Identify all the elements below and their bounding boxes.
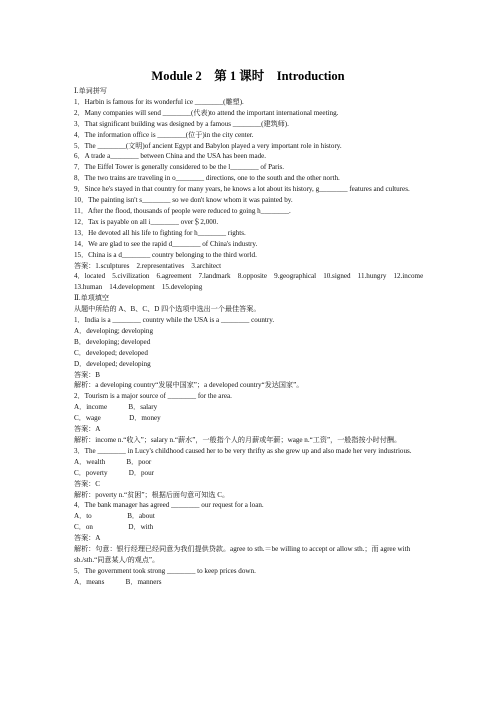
- exercise-body: [60, 86, 442, 588]
- text-line: 答案：B: [74, 370, 101, 379]
- text-line: 15．China is a d________ country belonging to the third world.: [74, 250, 257, 259]
- text-line: D．developed; developing: [74, 359, 151, 368]
- text-line: 3．The ________ in Lucy's childhood caused her to be very thrifty as she grew up and also made her very industrious.: [74, 446, 412, 455]
- text-line: A．means B．manners: [74, 577, 162, 586]
- text-line: 9．Since he's stayed in that country for many years, he knows a lot about its history, g________ features and cultures.: [74, 185, 410, 194]
- text-line: A．wealth B．poor: [74, 457, 152, 466]
- text-line: 解析：句意：银行经理已经同意为我们提供贷款。agree to sth.＝be willing to accept or allow sth.；而 agree with sb./sth.“同意某人/的观点”。: [74, 545, 411, 564]
- text-line: C．poverty D．pour: [74, 468, 154, 477]
- text-line: 4．located 5.civilization 6.agreement 7.landmark 8.opposite 9.geographical 10.signed 11.hungry 12.income 13.human 14.development 15.developing: [74, 272, 431, 292]
- text-line: 8．The two trains are traveling in o________ directions, one to the south and the other north.: [74, 174, 340, 183]
- text-line: C．wage D．money: [74, 414, 161, 423]
- text-line: 10．The painting isn't s________ so we don't know whom it was painted by.: [74, 196, 293, 205]
- text-line: 13．He devoted all his life to fighting for h________ rights.: [74, 228, 246, 237]
- text-line: Ⅱ.单项填空: [74, 294, 109, 303]
- text-line: 答案：C: [74, 479, 101, 488]
- text-line: 2．Many companies will send ________(代表)to attend the important international meeting.: [74, 108, 339, 117]
- text-line: A．developing; developing: [74, 326, 154, 335]
- text-line: B．developing; developed: [74, 337, 151, 346]
- text-line: 2．Tourism is a major source of ________ for the area.: [74, 392, 232, 401]
- text-line: 解析：a developing country“发展中国家”；a developed country“发达国家”。: [74, 381, 304, 390]
- text-line: A．income B．salary: [74, 403, 158, 412]
- text-line: 14．We are glad to see the rapid d________ of China's industry.: [74, 239, 258, 248]
- text-line: 12．Tax is payable on all i________ over＄2,000.: [74, 217, 219, 226]
- text-line: C．developed; developed: [74, 348, 148, 357]
- text-line: Ⅰ.单词拼写: [74, 87, 107, 95]
- text-line: 5．The ________(文明)of ancient Egypt and Babylon played a very important role in history.: [74, 141, 342, 150]
- text-line: 4．The bank manager has agreed ________ our request for a loan.: [74, 501, 264, 510]
- text-line: 7．The Eiffel Tower is generally considered to be the l________ of Paris.: [74, 163, 285, 172]
- text-line: 从题中所给的 A、B、C、D 四个选项中选出一个最佳答案。: [74, 305, 261, 314]
- text-line: 3．That significant building was designed by a famous ________(建筑师).: [74, 119, 289, 128]
- text-line: 解析：poverty n.“贫困”；根据后面句意可知选 C。: [74, 490, 230, 499]
- text-line: 答案：1.sculptures 2.representatives 3.architect: [74, 261, 222, 270]
- text-line: 1．India is a ________ country while the USA is a ________ country.: [74, 316, 275, 325]
- text-line: 4．The information office is ________(位于)in the city center.: [74, 130, 254, 139]
- text-line: 答案：A: [74, 534, 101, 543]
- text-line: A．to B．about: [74, 512, 155, 521]
- text-line: C．on D．with: [74, 523, 154, 532]
- text-line: 5．The government took strong ________ to keep prices down.: [74, 566, 256, 575]
- text-line: 1．Harbin is famous for its wonderful ice ________(雕塑).: [74, 97, 244, 106]
- text-line: 11．After the flood, thousands of people were reduced to going h________.: [74, 206, 291, 215]
- text-line: 6．A trade a________ between China and the USA has been made.: [74, 152, 267, 161]
- text-line: 答案：A: [74, 425, 101, 434]
- document-title: Module 2 第 1 课时 Introduction: [151, 69, 345, 83]
- text-line: 解析：income n.“收入”；salary n.“薪水”，一般指个人的月薪或年薪；wage n.“工资”，一般指按小时付酬。: [74, 436, 402, 444]
